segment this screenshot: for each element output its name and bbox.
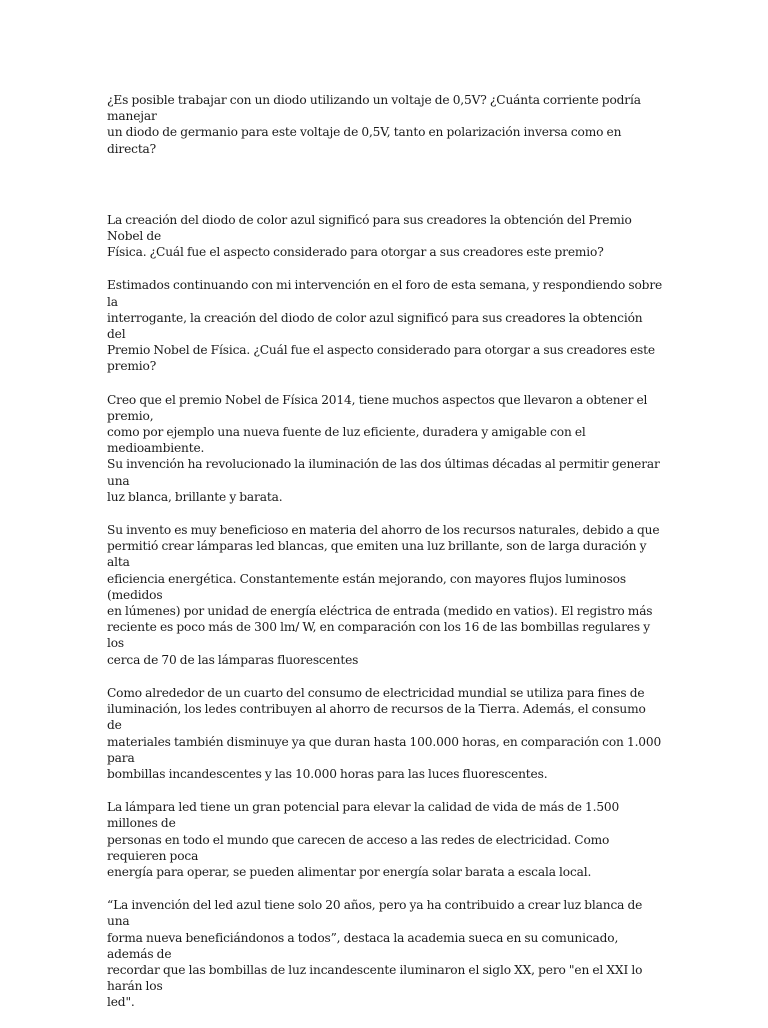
- paragraph-quality-of-life: La lámpara led tiene un gran potencial para elevar la calidad de vida de más de 1.500 millones de personas en todo el mundo que carecen de acceso a las redes de electricidad. Como requieren poca energía para operar, se pueden alimentar por energía solar barata a escala local.: [107, 800, 620, 879]
- document-body: [107, 92, 663, 1028]
- paragraph-academy-quote: “La invención del led azul tiene solo 20 años, pero ya ha contribuido a crear luz blanca de una forma nueva beneficiándonos a todos”, destaca la academia sueca en su comunicado, además de recordar que las bombillas de luz incandescente iluminaron el siglo XX, pero "en el XXI lo harán los led".: [107, 898, 643, 1010]
- paragraph-electricity-consumption: Como alrededor de un cuarto del consumo de electricidad mundial se utiliza para fines de iluminación, los ledes contribuyen al ahorro de recursos de la Tierra. Además, el consumo de materiales también disminuye ya que duran hasta 100.000 horas, en comparación con 1.000 para bombillas incandescentes y las 10.000 horas para las luces fluorescentes.: [107, 685, 662, 781]
- question-blue-diode-nobel: La creación del diodo de color azul significó para sus creadores la obtención del Premio Nobel de Física. ¿Cuál fue el aspecto considerado para otorgar a sus creadores este premio?: [107, 212, 632, 260]
- paragraph-resource-savings: Su invento es muy beneficioso en materia del ahorro de los recursos naturales, debido a que permitió crear lámparas led blancas, que emiten una luz brillante, son de larga duración y alta eficiencia energética. Constantemente están mejorando, con mayores flujos luminosos (medidos en lúmenes) por unidad de energía eléctrica de entrada (medido en vatios). El registro más reciente es poco más de 300 lm/ W, en comparación con los 16 de las bombillas regulares y los cerca de 70 de las lámparas fluorescentes: [107, 523, 660, 667]
- paragraph-nobel-2014: Creo que el premio Nobel de Física 2014, tiene muchos aspectos que llevaron a obtener el premio, como por ejemplo una nueva fuente de luz eficiente, duradera y amigable con el medioambiente. Su invención ha revolucionado la iluminación de las dos últimas décadas al permitir generar una luz blanca, brillante y barata.: [107, 392, 660, 504]
- question-diode-voltage: ¿Es posible trabajar con un diodo utilizando un voltaje de 0,5V? ¿Cuánta corriente podría manejar un diodo de germanio para este voltaje de 0,5V, tanto en polarización inversa como en directa?: [107, 93, 641, 156]
- paragraph-intro: Estimados continuando con mi intervención en el foro de esta semana, y respondiendo sobre la interrogante, la creación del diodo de color azul significó para sus creadores la obtención del Premio Nobel de Física. ¿Cuál fue el aspecto considerado para otorgar a sus creadores este premio?: [107, 278, 663, 374]
